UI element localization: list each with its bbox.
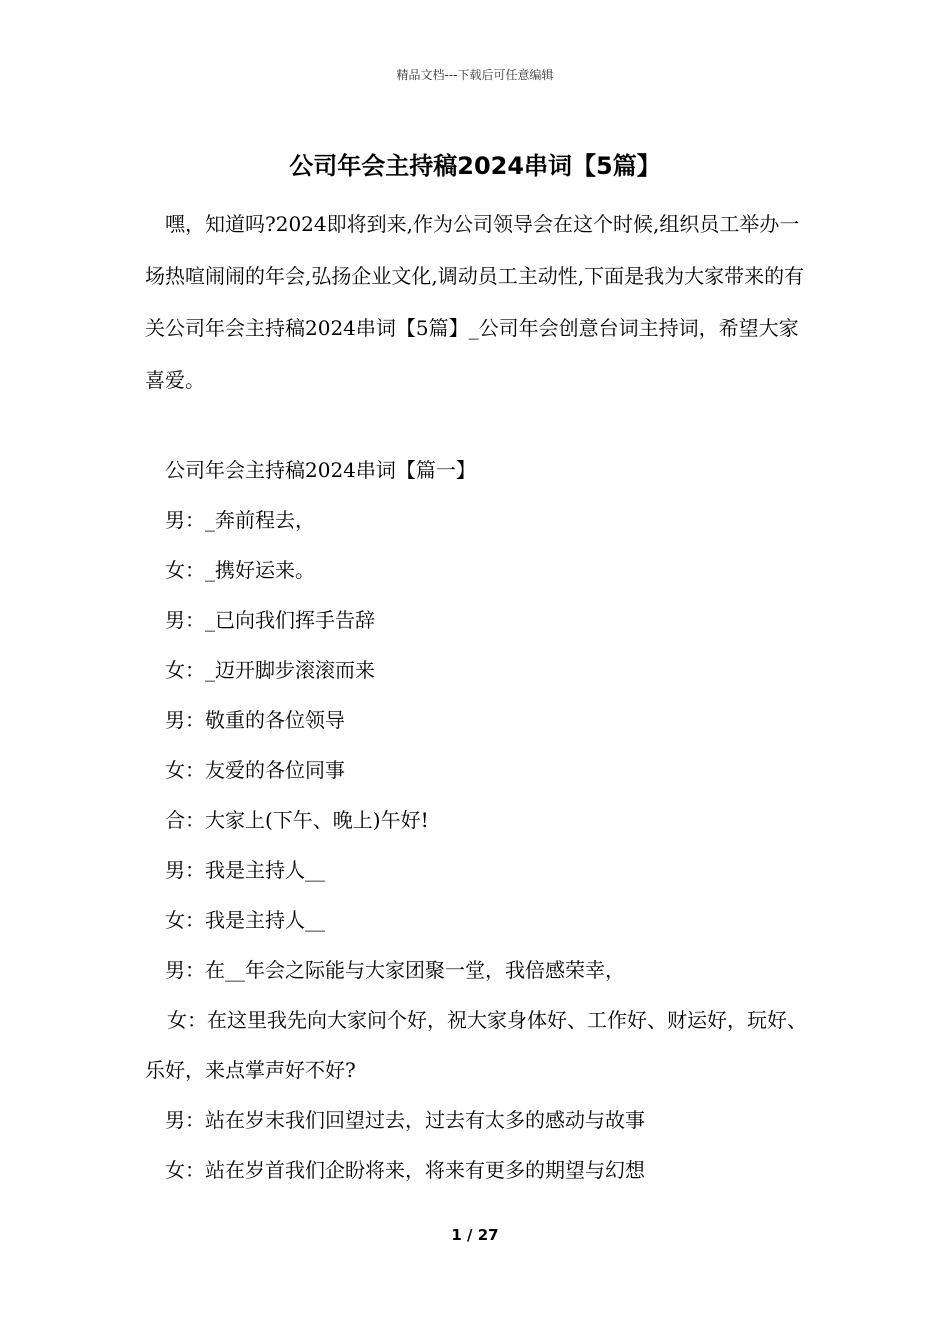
script-line: 女：友爱的各位同事	[165, 758, 345, 782]
script-lines	[145, 445, 825, 1195]
script-line: 男：_奔前程去，	[165, 508, 315, 532]
script-line: 男：敬重的各位领导	[165, 708, 345, 732]
script-line: 女：_迈开脚步滚滚而来	[165, 658, 375, 682]
page-number: 1 / 27	[451, 1226, 499, 1244]
script-line: 男：我是主持人__	[165, 858, 325, 882]
script-line: 女：_携好运来。	[165, 558, 315, 582]
document-title: 公司年会主持稿2024串词【5篇】	[289, 152, 661, 180]
script-line: 女：站在岁首我们企盼将来，将来有更多的期望与幻想	[165, 1158, 645, 1182]
intro-paragraph: 嘿，知道吗?2024即将到来,作为公司领导会在这个时候,组织员工举办一场热喧闹闹的年会,弘扬企业文化,调动员工主动性,下面是我为大家带来的有关公司年会主持稿2024串词【5篇】_公司年会创意台词主持词，希望大家喜爱。	[145, 212, 805, 392]
script-line: 男：_已向我们挥手告辞	[165, 608, 375, 632]
page-header: 精品文档---下载后可任意编辑	[396, 68, 554, 82]
script-line: 男：在__年会之际能与大家团聚一堂，我倍感荣幸，	[165, 958, 625, 982]
script-line: 女：在这里我先向大家问个好，祝大家身体好、工作好、财运好，玩好、乐好，来点掌声好不好?	[145, 1008, 807, 1082]
section-heading: 公司年会主持稿2024串词【篇一】	[165, 458, 476, 482]
script-line: 女：我是主持人__	[165, 908, 325, 932]
script-line: 男：站在岁末我们回望过去，过去有太多的感动与故事	[165, 1108, 645, 1132]
script-line: 合：大家上(下午、晚上)午好!	[165, 808, 429, 832]
